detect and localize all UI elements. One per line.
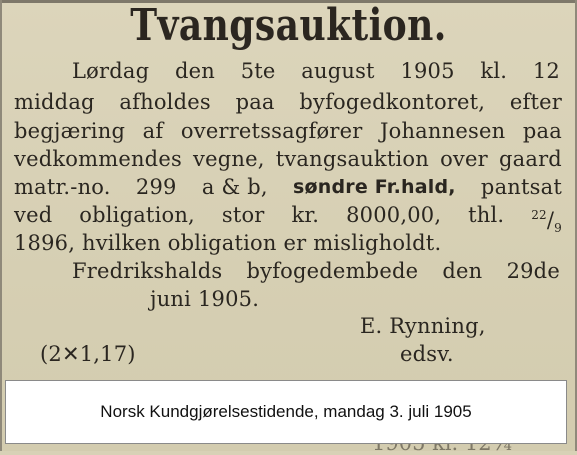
word: vedkommendes <box>14 147 182 171</box>
word: thl. <box>468 203 505 227</box>
word: begjæring <box>14 119 126 143</box>
word: stor <box>221 203 265 227</box>
word: 29de <box>506 259 560 283</box>
word: tvangsauktion <box>275 147 429 171</box>
property-name: søndre Fr.hald, <box>292 176 456 198</box>
word: den <box>174 59 215 83</box>
signature-title: edsv. <box>400 342 454 366</box>
date-fraction: $^{22}/_9$ <box>531 208 562 236</box>
word: a & b, <box>201 175 268 199</box>
word: obligation, <box>79 203 195 227</box>
body-line-7: 1896, hvilken obligation er misligholdt. <box>14 231 442 255</box>
word: 299 <box>135 175 177 199</box>
fraction-numerator: 22 <box>531 208 547 222</box>
word: paa <box>522 119 562 143</box>
word: kl. <box>480 59 508 83</box>
body-line-1 <box>72 59 560 83</box>
word: ved <box>14 203 53 227</box>
word: kr. <box>291 203 320 227</box>
word: matr.-no. <box>14 175 111 199</box>
word: Lørdag <box>72 59 150 83</box>
word: 12 <box>532 59 560 83</box>
word: overretssagfører <box>180 119 363 143</box>
word: Johannesen <box>380 119 506 143</box>
reference-code: (2✕1,17) <box>40 342 136 366</box>
word: den <box>442 259 483 283</box>
word: over <box>440 147 488 171</box>
word: Fredrikshalds <box>72 259 223 283</box>
body-line-8 <box>72 259 560 283</box>
word: af <box>142 119 164 143</box>
word: august <box>301 59 375 83</box>
word: 1905 <box>400 59 455 83</box>
word: vegne, <box>193 147 265 171</box>
signature-name: E. Rynning, <box>360 314 486 338</box>
left-edge <box>0 0 2 451</box>
word: afholdes <box>119 90 211 114</box>
body-line-9: juni 1905. <box>150 287 260 311</box>
word: middag <box>14 90 95 114</box>
word: gaard <box>498 147 562 171</box>
word: byfogedembede <box>246 259 419 283</box>
word: 5te <box>240 59 276 83</box>
word: paa <box>235 90 275 114</box>
word: byfogedkontoret, <box>299 90 486 114</box>
body-line-3 <box>14 119 562 143</box>
fraction-denominator: 9 <box>554 221 562 236</box>
amount: 8000,00, <box>346 203 442 227</box>
body-line-2 <box>14 90 562 114</box>
notice-title: Tvangsauktion. <box>130 0 447 51</box>
body-line-4 <box>14 147 562 171</box>
body-line-5 <box>14 175 562 199</box>
word: pantsat <box>480 175 562 199</box>
word: efter <box>509 90 562 114</box>
caption-text: Norsk Kundgjørelsestidende, mandag 3. juli 1905 <box>100 402 472 421</box>
source-caption <box>5 380 567 444</box>
